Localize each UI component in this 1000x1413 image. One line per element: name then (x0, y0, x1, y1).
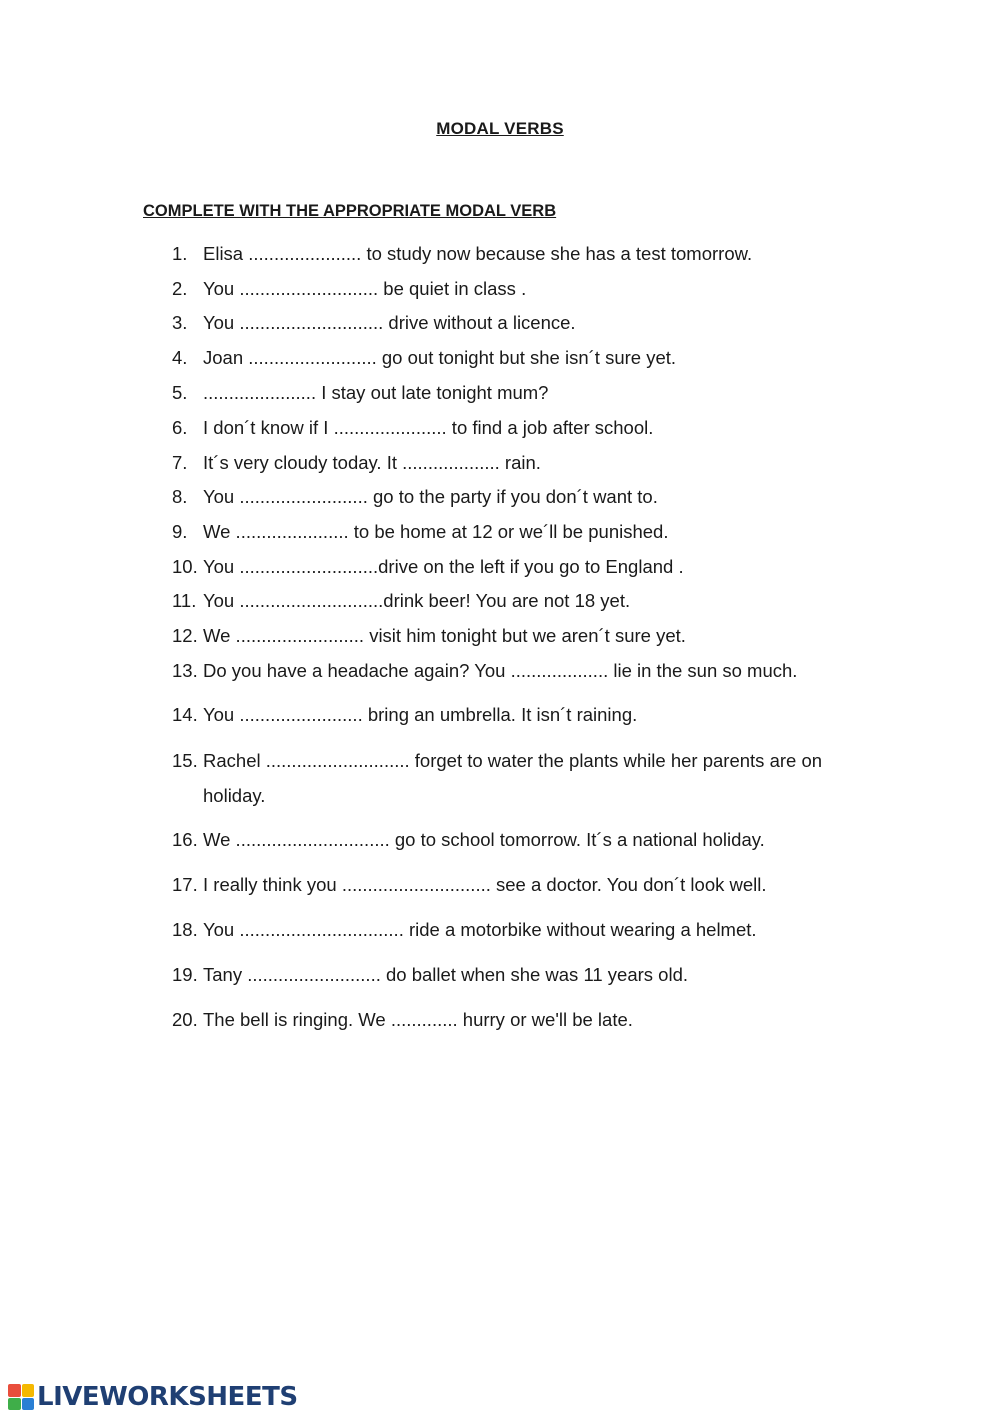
item-text: You ............................ drive without a licence. (203, 312, 576, 333)
exercise-item (172, 340, 862, 375)
item-number: 4. (172, 347, 188, 368)
item-number: 15. (172, 750, 198, 771)
exercise-item (172, 618, 862, 653)
exercise-item (172, 514, 862, 549)
item-text: You ............................drink beer! You are not 18 yet. (203, 590, 631, 611)
item-text: We ...................... to be home at 12 or we´ll be punished. (203, 521, 669, 542)
item-number: 14. (172, 704, 198, 725)
exercise-item (172, 236, 862, 271)
exercise-item (172, 479, 862, 514)
item-text: You ........................ bring an umbrella. It isn´t raining. (203, 704, 638, 725)
item-number: 11. (172, 590, 197, 611)
logo-square-1 (8, 1384, 21, 1397)
item-text: The bell is ringing. We ............. hurry or we'll be late. (203, 1009, 633, 1030)
item-text: You ........................... be quiet in class . (203, 278, 527, 299)
item-number: 9. (172, 521, 188, 542)
item-text: ...................... I stay out late tonight mum? (203, 382, 549, 403)
brand-name: LIVEWORKSHEETS (37, 1382, 298, 1412)
item-number: 5. (172, 382, 188, 403)
item-text: Elisa ...................... to study now because she has a test tomorrow. (203, 243, 753, 264)
item-number: 6. (172, 417, 188, 438)
exercise-item (172, 867, 862, 902)
exercise-item (172, 271, 862, 306)
exercise-item (172, 549, 862, 584)
item-text: You ...........................drive on the left if you go to England . (203, 556, 684, 577)
item-text: You ................................ ride a motorbike without wearing a helmet. (203, 919, 757, 940)
item-number: 13. (172, 660, 198, 681)
item-number: 10. (172, 556, 198, 577)
exercise-item (172, 697, 862, 732)
item-text: Rachel ............................ forget to water the plants while her parents are on holiday. (203, 750, 823, 806)
exercise-item (172, 912, 862, 947)
exercise-item (172, 957, 862, 992)
item-number: 16. (172, 829, 198, 850)
item-number: 12. (172, 625, 198, 646)
page-title: MODAL VERBS (436, 119, 564, 138)
exercise-item (172, 445, 862, 480)
item-number: 19. (172, 964, 198, 985)
exercise-item (172, 743, 862, 813)
item-number: 20. (172, 1009, 198, 1030)
instruction-heading: COMPLETE WITH THE APPROPRIATE MODAL VERB (143, 202, 557, 220)
item-text: I don´t know if I ...................... to find a job after school. (203, 417, 654, 438)
exercise-item (172, 822, 862, 857)
item-number: 3. (172, 312, 188, 333)
liveworksheets-logo-icon (8, 1384, 34, 1410)
exercise-item (172, 410, 862, 445)
logo-square-2 (22, 1384, 35, 1397)
item-text: Joan ......................... go out tonight but she isn´t sure yet. (203, 347, 677, 368)
item-number: 7. (172, 452, 188, 473)
item-number: 1. (172, 243, 188, 264)
exercise-item (172, 653, 862, 688)
exercise-item (172, 305, 862, 340)
item-number: 8. (172, 486, 188, 507)
item-text: I really think you ............................. see a doctor. You don´t look well. (203, 874, 767, 895)
logo-square-3 (8, 1398, 21, 1411)
exercise-item (172, 583, 862, 618)
logo-square-4 (22, 1398, 35, 1411)
item-text: Tany .......................... do ballet when she was 11 years old. (203, 964, 689, 985)
item-text: We ......................... visit him tonight but we aren´t sure yet. (203, 625, 686, 646)
item-number: 2. (172, 278, 188, 299)
exercise-item (172, 1002, 862, 1037)
exercise-item (172, 375, 862, 410)
item-text: We .............................. go to school tomorrow. It´s a national holiday. (203, 829, 765, 850)
item-text: It´s very cloudy today. It ................... rain. (203, 452, 541, 473)
item-text: Do you have a headache again? You ................... lie in the sun so much. (203, 660, 798, 681)
footer-logo (8, 1382, 298, 1412)
item-number: 17. (172, 874, 198, 895)
item-number: 18. (172, 919, 198, 940)
item-text: You ......................... go to the party if you don´t want to. (203, 486, 658, 507)
